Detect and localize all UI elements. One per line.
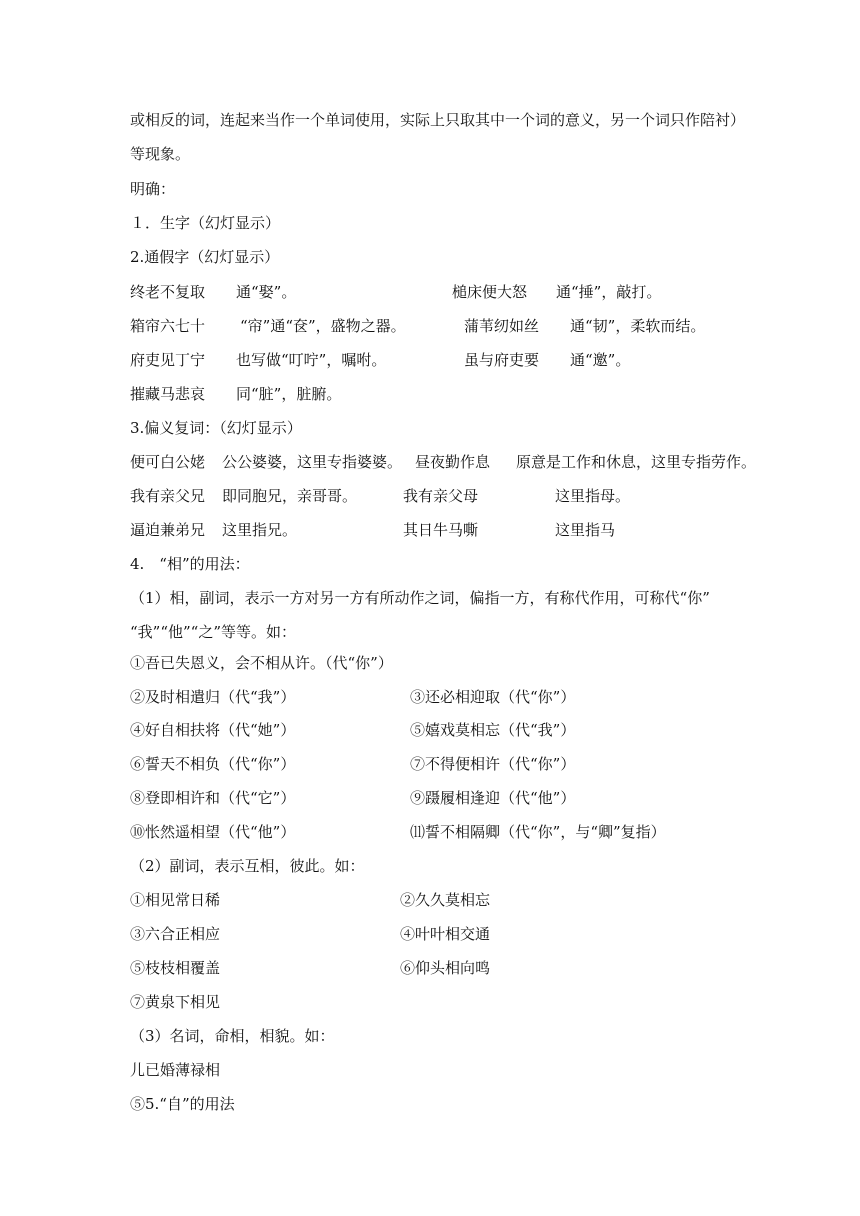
section-heading: 4. “相”的用法： [130, 555, 250, 573]
tongjia-word: 终老不复取 [130, 283, 206, 301]
tongjia-note: 通“邀”。 [570, 351, 631, 369]
tongjia-word: 槌床便大怒 [452, 283, 528, 301]
example-right: ⑨蹑履相逢迎（代“他”） [410, 789, 576, 807]
tongjia-word: 摧藏马悲哀 [130, 385, 206, 403]
section-heading: １．生字（幻灯显示） [130, 214, 281, 232]
pianyi-note: 这里指兄。 [222, 521, 298, 539]
example-left: ④好自相扶将（代“她”） [130, 721, 296, 739]
example-left: ⑥誓天不相负（代“你”） [130, 755, 296, 773]
pianyi-word: 逼迫兼弟兄 [130, 521, 206, 539]
paragraph-line: （3）名词，命相，相貌。如： [130, 1027, 335, 1045]
tongjia-note: 通“娶”。 [236, 283, 297, 301]
section-heading: ⑤5.“自”的用法 [130, 1095, 235, 1113]
paragraph-line: 明确： [130, 180, 176, 198]
paragraph-line: （1）相，副词，表示一方对另一方有所动作之词，偏指一方，有称代作用，可称代“你” [130, 589, 710, 607]
tongjia-word: 府吏见丁宁 [130, 351, 206, 369]
pianyi-word: 其日牛马嘶 [403, 521, 479, 539]
tongjia-word: 箱帘六七十 [130, 317, 206, 335]
example-right: ④叶叶相交通 [400, 925, 491, 943]
tongjia-note: 通“捶”，敲打。 [556, 283, 662, 301]
example-right: ⑦不得便相许（代“你”） [410, 755, 576, 773]
example-left: ⑤枝枝相覆盖 [130, 959, 221, 977]
example-right: ⑾誓不相隔卿（代“你”，与“卿”复指） [410, 823, 666, 841]
example-left: ③六合正相应 [130, 925, 221, 943]
pianyi-note: 这里指马 [555, 521, 616, 539]
pianyi-note: 原意是工作和休息，这里专指劳作。 [516, 453, 757, 471]
example-right: ⑥仰头相向鸣 [400, 959, 491, 977]
paragraph-line: 或相反的词，连起来当作一个单词使用，实际上只取其中一个词的意义，另一个词只作陪衬） [130, 111, 746, 129]
pianyi-word: 我有亲父母 [403, 487, 479, 505]
example-right: ③还必相迎取（代“你”） [410, 688, 576, 706]
tongjia-note: 也写做“叮咛”，嘱咐。 [236, 351, 387, 369]
paragraph-line: 等现象。 [130, 145, 191, 163]
tongjia-word: 蒲苇纫如丝 [464, 317, 540, 335]
tongjia-note: “帘”通“奁”，盛物之器。 [240, 317, 406, 335]
example-right: ②久久莫相忘 [400, 891, 491, 909]
pianyi-word: 我有亲父兄 [130, 487, 206, 505]
example-line: ⑦黄泉下相见 [130, 993, 221, 1011]
example-left: ①相见常日稀 [130, 891, 221, 909]
paragraph-line: （2）副词，表示互相，彼此。如： [130, 857, 365, 875]
example-left: ②及时相遣归（代“我”） [130, 688, 296, 706]
tongjia-note: 通“韧”，柔软而结。 [570, 317, 706, 335]
example-line: ①吾已失恩义，会不相从许。（代“你”） [130, 654, 393, 672]
example-left: ⑩怅然遥相望（代“他”） [130, 823, 296, 841]
example-line: 儿已婚薄禄相 [130, 1061, 221, 1079]
tongjia-note: 同“脏”，脏腑。 [236, 385, 342, 403]
pianyi-word: 昼夜勤作息 [415, 453, 491, 471]
example-left: ⑧登即相许和（代“它”） [130, 789, 296, 807]
section-heading: 3.偏义复词：（幻灯显示） [130, 419, 302, 437]
pianyi-note: 公公婆婆，这里专指婆婆。 [222, 453, 403, 471]
tongjia-word: 虽与府吏要 [464, 351, 540, 369]
pianyi-word: 便可白公姥 [130, 453, 206, 471]
paragraph-line: “我”“他”“之”等等。如： [130, 623, 297, 641]
example-right: ⑤嬉戏莫相忘（代“我”） [410, 721, 576, 739]
pianyi-note: 这里指母。 [555, 487, 631, 505]
pianyi-note: 即同胞兄，亲哥哥。 [222, 487, 358, 505]
section-heading: 2.通假字（幻灯显示） [130, 248, 280, 266]
